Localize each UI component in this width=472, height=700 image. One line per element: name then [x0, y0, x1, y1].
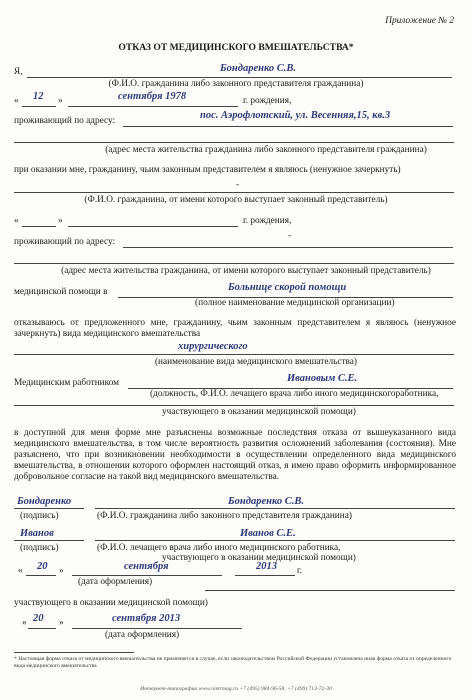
- name-1-line: [95, 508, 455, 509]
- address-label: проживающий по адресу:: [14, 116, 116, 126]
- birth-month-year-value: сентября 1978: [118, 91, 187, 102]
- quote-close-2: »: [58, 216, 63, 226]
- organization-label: медицинской помощи в: [14, 287, 108, 297]
- address-caption: (адрес места жительства гражданина либо законного представителя гражданина): [105, 145, 427, 155]
- represented-name-line: [14, 192, 454, 193]
- date-1-day: 20: [37, 561, 48, 572]
- refusal-text: отказываюсь от предложенного мне, гражданину, чьим законным представителем я являюсь (ненужное зачеркнуть) вида медицинского вмешательства: [14, 318, 456, 339]
- represented-name-caption: (Ф.И.О. гражданина, от имени которого выступает законный представитель): [84, 195, 388, 205]
- represented-dash: -: [236, 180, 240, 190]
- name-1-caption: (Ф.И.О. гражданина либо законного представителя гражданина): [97, 511, 352, 521]
- citizen-name-line: [27, 77, 452, 78]
- date-1-right-line: [205, 590, 455, 591]
- sign-caption-2: (подпись): [20, 543, 59, 553]
- date-1-quote-open: «: [18, 566, 23, 576]
- citizen-name-value: Бондаренко С.В.: [220, 63, 297, 74]
- signature-1-line: [14, 508, 84, 509]
- represented-dash-2: -: [288, 231, 292, 241]
- participant-text: участвующего в оказании медицинской помощи): [14, 598, 208, 608]
- date-1-month-line: [72, 575, 222, 576]
- date-2-day: 20: [33, 613, 44, 624]
- worker-caption-2: участвующего в оказании медицинской помощи): [162, 407, 356, 417]
- footnote-separator: [14, 652, 134, 653]
- signature-1: Бондаренко: [17, 496, 72, 507]
- name-2-line: [95, 540, 455, 541]
- worker-caption: (должность, Ф.И.О. лечащего врача либо иного медицинскогоработника,: [150, 389, 439, 399]
- refusal-line: [14, 354, 454, 355]
- quote-close: »: [58, 96, 63, 106]
- date-1-day-line: [26, 575, 56, 576]
- appendix-label: Приложение № 2: [385, 16, 454, 26]
- citizen-name-caption: (Ф.И.О. гражданина либо законного представителя гражданина): [108, 79, 364, 89]
- prefix-i: Я,: [14, 67, 23, 77]
- name-1-value: Бондаренко С.В.: [228, 496, 305, 507]
- address-line: [123, 126, 453, 127]
- date-2-month-line: [72, 628, 242, 629]
- represented-address-caption: (адрес места жительства гражданина, от имени которого выступает законный представитель): [61, 266, 431, 276]
- day-line-2: [22, 226, 56, 227]
- month-line: [68, 106, 238, 107]
- address-line-3: [123, 247, 453, 248]
- name-2-caption-2: участвующего в оказании медицинской помощи): [162, 553, 356, 563]
- date-1-quote-close: »: [59, 566, 64, 576]
- worker-line-2: [14, 405, 454, 406]
- date-1-month: сентября: [124, 561, 169, 572]
- date-2-quote-open: «: [22, 618, 27, 628]
- quote-open-2: «: [14, 216, 19, 226]
- date-1-year: 2013: [256, 561, 277, 572]
- signature-2: Иванов: [20, 528, 54, 539]
- date-2-quote-close: »: [59, 618, 64, 628]
- organization-caption: (полное наименование медицинской организации): [195, 298, 395, 308]
- footer-text: Интернет-типография www.centrmag.ru +7 (495) 984-96-58, +7 (499) 713-72-30: [140, 686, 332, 692]
- address-value: пос. Аэрофлотский, ул. Весенняя,15, кв.3: [200, 110, 391, 121]
- day-line: [22, 106, 56, 107]
- worker-label: Медицинским работником: [14, 378, 120, 388]
- address-line-2: [14, 142, 454, 143]
- sign-caption-1: (подпись): [20, 511, 59, 521]
- name-2-caption: (Ф.И.О. лечащего врача либо иного медицинского работника,: [97, 543, 341, 553]
- organization-value: Больнице скорой помощи: [228, 282, 347, 293]
- address-line-4: [14, 263, 454, 264]
- signature-2-line: [14, 540, 84, 541]
- birth-day-value: 12: [33, 91, 44, 102]
- address-label-2: проживающий по адресу:: [14, 237, 116, 247]
- date-1-year-suffix: г.: [297, 566, 303, 576]
- name-2-value: Иванов С.Е.: [240, 528, 296, 539]
- birth-suffix: г. рождения,: [243, 96, 292, 106]
- quote-open: «: [14, 96, 19, 106]
- worker-value: Ивановым С.Е.: [287, 373, 358, 384]
- date-1-caption: (дата оформления): [78, 577, 153, 587]
- date-2-caption: (дата оформления): [105, 630, 180, 640]
- date-2-month-year: сентября 2013: [112, 613, 181, 624]
- refusal-value: хирургического: [178, 341, 248, 352]
- represented-intro: при оказании мне, гражданину, чьим законным представителем я являюсь (ненужное зачеркнуть): [14, 165, 401, 175]
- date-2-day-line: [28, 628, 56, 629]
- birth-suffix-2: г. рождения,: [243, 216, 292, 226]
- month-line-2: [68, 226, 238, 227]
- footnote-text: * Настоящая форма отказа от медицинского вмешательства не применяется в случае, если законодательством Российской Федерации установлена иная форма отказа от определенного вида медицинского вмешательства: [14, 656, 452, 669]
- date-1-year-line: [235, 575, 295, 576]
- document-title: ОТКАЗ ОТ МЕДИЦИНСКОГО ВМЕШАТЕЛЬСТВА*: [118, 42, 354, 53]
- explanation-text: в доступной для меня форме мне разъяснены возможные последствия отказа от вышеуказанного вида медицинского вмешательства, в том числе вероятность развития осложнений заболевания (состояния). Мне разъяснено, что при возникновении необходимости в осуществлении определенного вида медицинского вмешательства, в отношении которого оформлен настоящий отказ, я имею право оформить информированное добровольное согласие на такой вид медицинского вмешательства.: [14, 428, 456, 482]
- refusal-caption: (наименование вида медицинского вмешательства): [154, 357, 358, 367]
